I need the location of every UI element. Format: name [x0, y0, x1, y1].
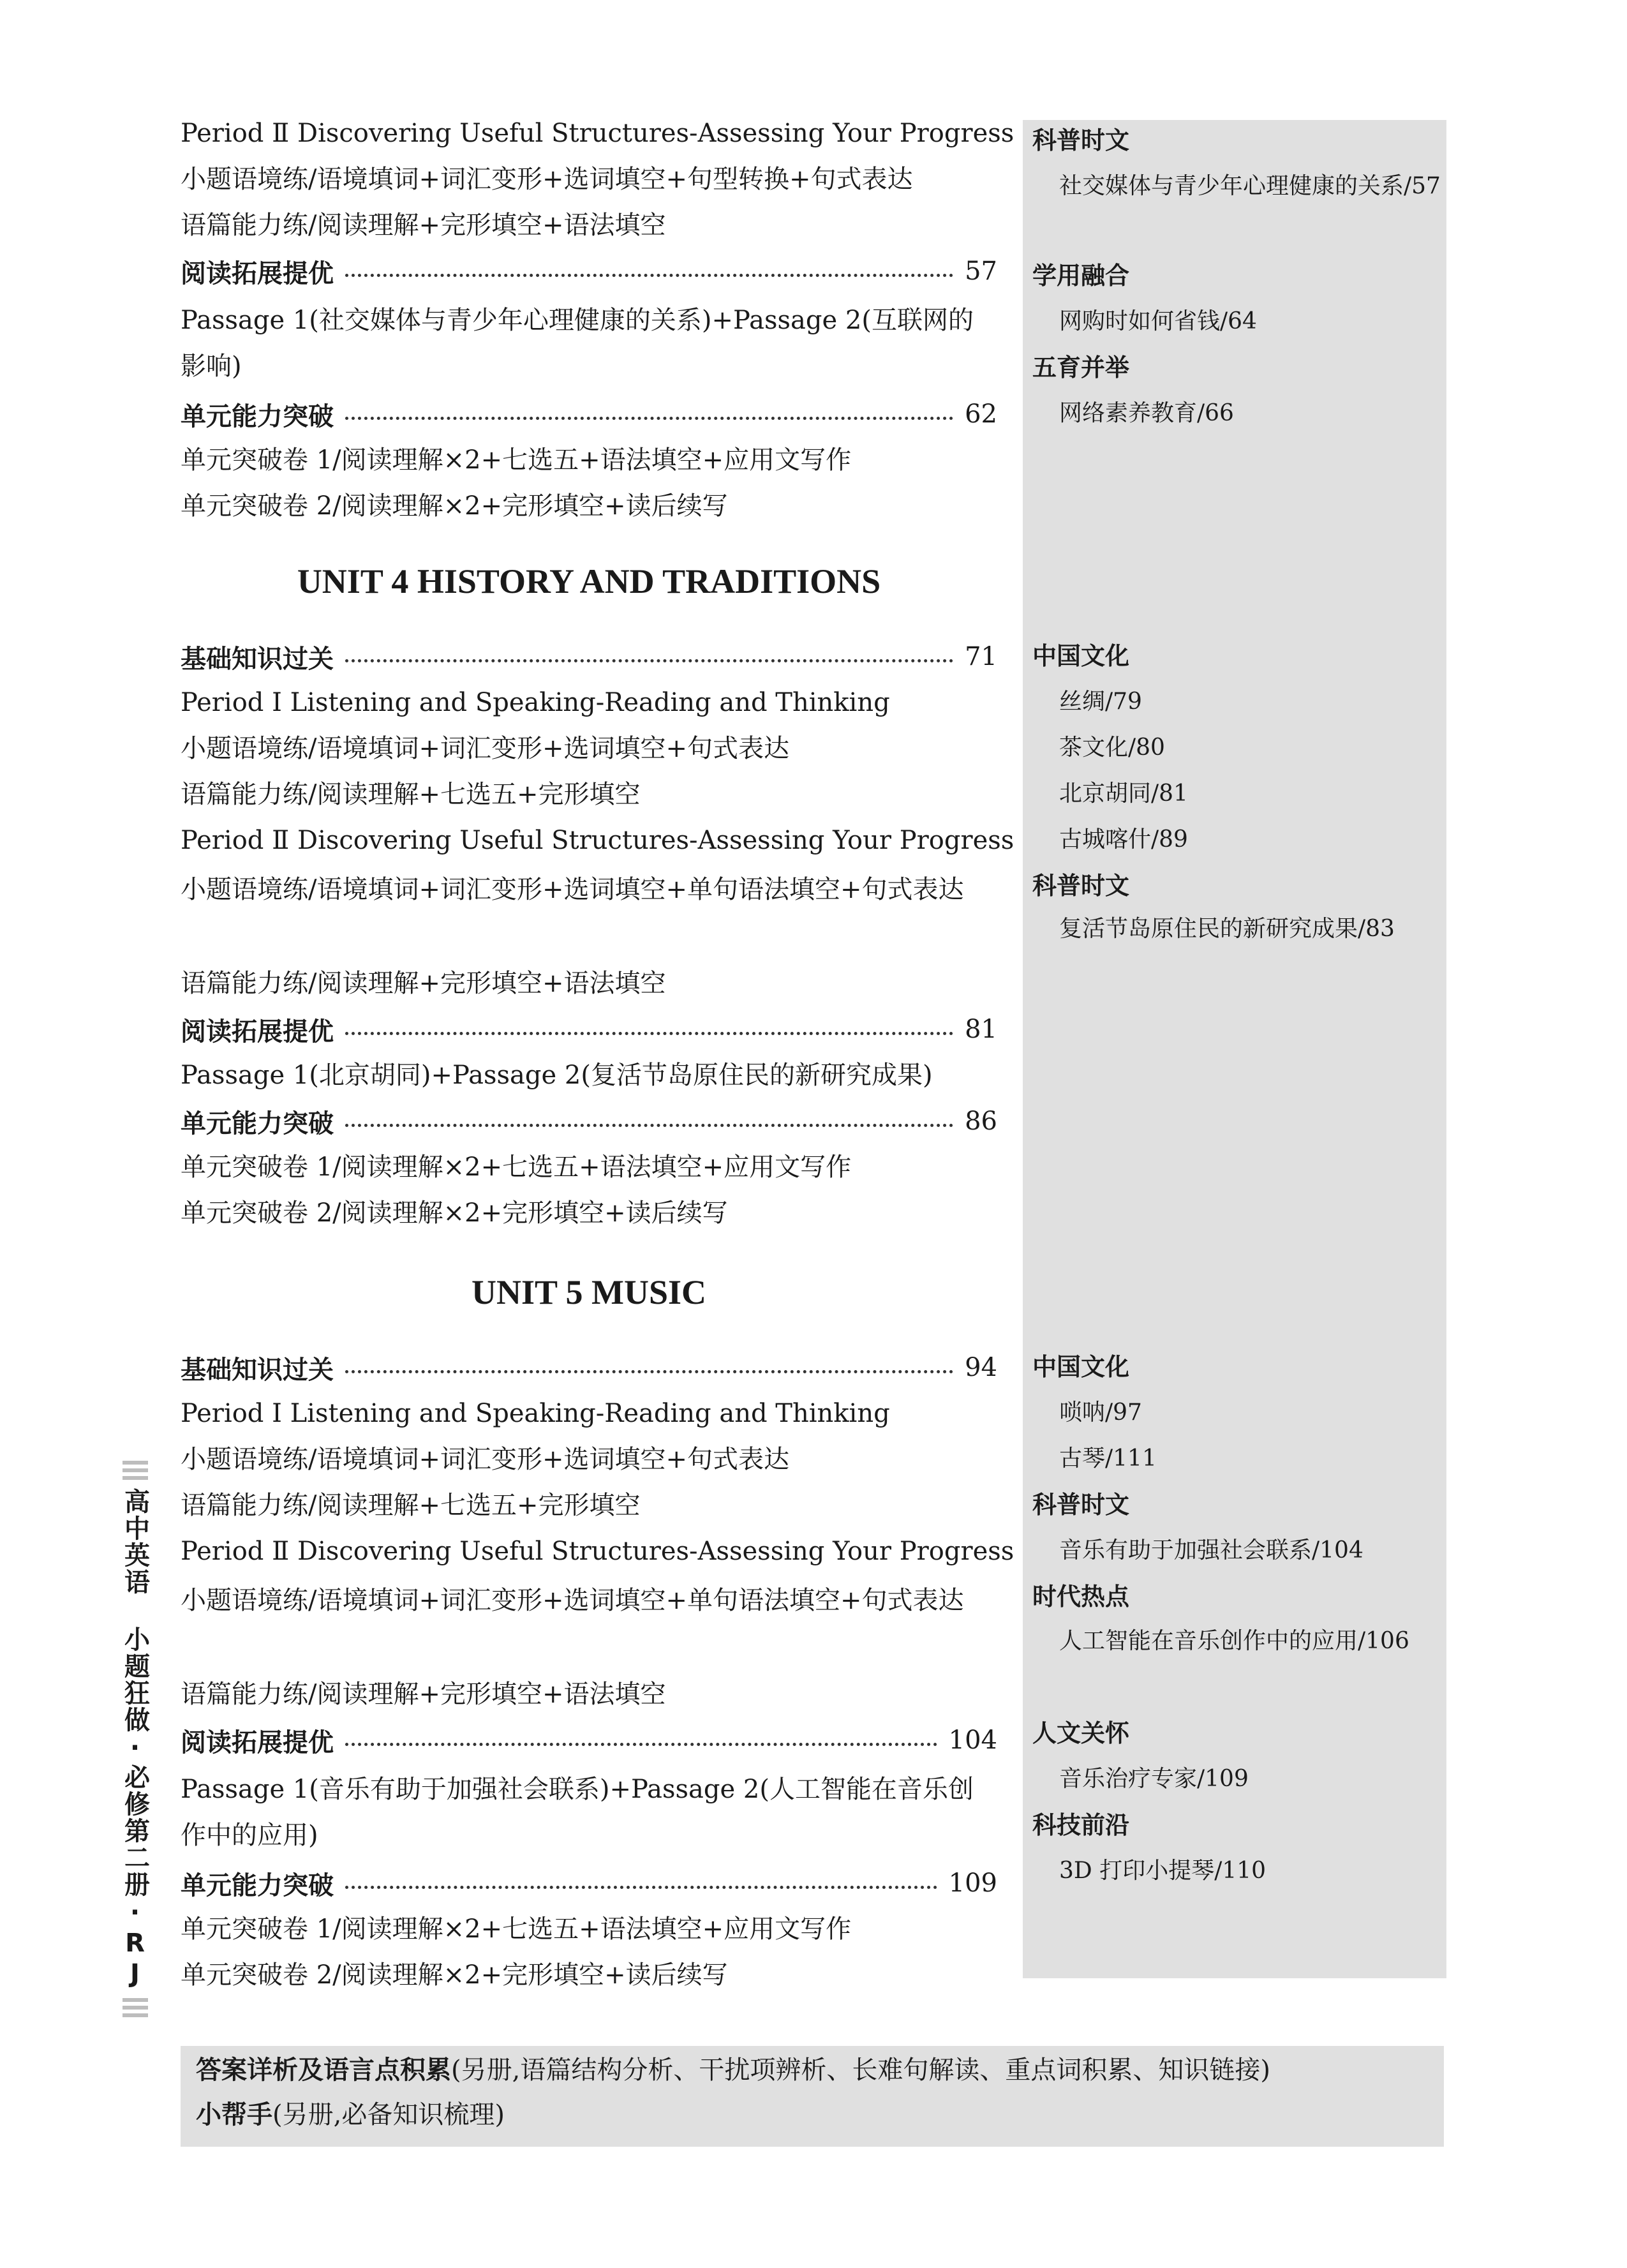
- spine-label: [120, 1459, 150, 2019]
- toc-entry-reading[interactable]: [181, 1722, 997, 1759]
- toc-label: 基础知识过关: [181, 644, 334, 674]
- toc-entry-breakthrough[interactable]: [181, 1103, 997, 1140]
- toc-entry-breakthrough[interactable]: [181, 1865, 997, 1902]
- sidebar-item: 唢呐/97: [1059, 1399, 1142, 1426]
- sidebar-heading: 人文关怀: [1032, 1719, 1130, 1747]
- paper-2: 单元突破卷 2/阅读理解×2+完形填空+读后续写: [181, 1960, 728, 1990]
- sidebar-heading: 学用融合: [1032, 262, 1130, 290]
- toc-page-number: 94: [965, 1353, 997, 1382]
- spine-bar: [123, 1468, 148, 1472]
- toc-page-number: 57: [965, 257, 997, 286]
- sidebar-heading: 科技前沿: [1032, 1811, 1130, 1839]
- paper-1: 单元突破卷 1/阅读理解×2+七选五+语法填空+应用文写作: [181, 1914, 852, 1944]
- reading-passages: Passage 1(音乐有助于加强社会联系)+Passage 2(人工智能在音乐创作中的应用): [181, 1775, 974, 1850]
- sidebar-heading: 时代热点: [1032, 1583, 1130, 1611]
- period2-title: Period Ⅱ Discovering Useful Structures-Assessing Your Progress: [181, 119, 1014, 148]
- sidebar-item: 古琴/111: [1059, 1445, 1157, 1472]
- sidebar-item: 复活节岛原住民的新研究成果/83: [1059, 916, 1395, 942]
- sidebar-heading: 中国文化: [1032, 642, 1130, 670]
- dot-leader: [345, 417, 953, 420]
- footer-helper-label: 小帮手: [196, 2100, 272, 2130]
- footer-answers: [196, 2051, 1270, 2089]
- toc-page-number: 71: [965, 642, 997, 671]
- period1-title: Period Ⅰ Listening and Speaking-Reading and Thinking: [181, 1399, 890, 1428]
- sidebar-item: 社交媒体与青少年心理健康的关系/57: [1059, 173, 1441, 199]
- paper-1: 单元突破卷 1/阅读理解×2+七选五+语法填空+应用文写作: [181, 445, 852, 475]
- micro-practice: 小题语境练/语境填词+词汇变形+选词填空+句式表达: [181, 734, 790, 763]
- footer-answers-detail: (另册,语篇结构分析、干扰项辨析、长难句解读、重点词积累、知识链接): [451, 2055, 1270, 2085]
- spine-bar: [123, 2006, 148, 2010]
- dot-leader: [345, 1124, 953, 1127]
- sidebar-heading: 科普时文: [1032, 872, 1130, 900]
- footer-answers-label: 答案详析及语言点积累: [196, 2055, 451, 2085]
- toc-label: 基础知识过关: [181, 1355, 334, 1385]
- sidebar-item: 3D 打印小提琴/110: [1059, 1858, 1267, 1884]
- sidebar-heading: 科普时文: [1032, 126, 1130, 154]
- paper-1: 单元突破卷 1/阅读理解×2+七选五+语法填空+应用文写作: [181, 1153, 852, 1182]
- passage-practice: 语篇能力练/阅读理解+完形填空+语法填空: [181, 1680, 666, 1709]
- paper-2: 单元突破卷 2/阅读理解×2+完形填空+读后续写: [181, 491, 728, 521]
- spine-bar: [123, 2013, 148, 2017]
- period1-title: Period Ⅰ Listening and Speaking-Reading and Thinking: [181, 688, 890, 717]
- dot-leader: [345, 1370, 953, 1373]
- sidebar-item: 人工智能在音乐创作中的应用/106: [1059, 1628, 1409, 1654]
- dot-leader: [345, 1032, 953, 1035]
- dot-leader: [345, 1886, 937, 1889]
- toc-page-number: 109: [948, 1869, 997, 1898]
- dot-leader: [345, 659, 953, 662]
- toc-entry-breakthrough[interactable]: [181, 396, 997, 433]
- toc-label: 单元能力突破: [181, 401, 334, 431]
- sidebar-heading: 五育并举: [1032, 354, 1130, 382]
- toc-label: 单元能力突破: [181, 1108, 334, 1138]
- toc-label: 阅读拓展提优: [181, 258, 334, 288]
- micro-practice: 小题语境练/语境填词+词汇变形+选词填空+单句语法填空+句式表达: [181, 875, 964, 904]
- passage-practice: 语篇能力练/阅读理解+完形填空+语法填空: [181, 969, 666, 998]
- spine-text: 高中英语 小题狂做·必修第二册·RJ: [120, 1488, 150, 1990]
- reading-passages: Passage 1(社交媒体与青少年心理健康的关系)+Passage 2(互联网的影响): [181, 306, 974, 381]
- spine-bar: [123, 1476, 148, 1480]
- toc-entry-basics[interactable]: [181, 638, 997, 675]
- sidebar-item: 网络素养教育/66: [1059, 400, 1234, 426]
- passage-practice: 语篇能力练/阅读理解+完形填空+语法填空: [181, 211, 666, 240]
- dot-leader: [345, 274, 953, 277]
- toc-entry-basics[interactable]: [181, 1349, 997, 1386]
- footer-helper-detail: (另册,必备知识梳理): [272, 2100, 505, 2130]
- sidebar-item: 古城喀什/89: [1059, 826, 1188, 853]
- footer-helper: [196, 2096, 505, 2134]
- unit4-title: UNIT 4 HISTORY AND TRADITIONS: [297, 562, 881, 601]
- sidebar-heading: 科普时文: [1032, 1491, 1130, 1519]
- sidebar-heading: 中国文化: [1032, 1353, 1130, 1381]
- toc-page-number: 86: [965, 1107, 997, 1136]
- spine-bar: [123, 1998, 148, 2002]
- toc-label: 阅读拓展提优: [181, 1727, 334, 1757]
- sidebar-item: 音乐有助于加强社会联系/104: [1059, 1537, 1363, 1563]
- toc-label: 单元能力突破: [181, 1870, 334, 1900]
- toc-page-number: 81: [965, 1015, 997, 1044]
- passage-practice: 语篇能力练/阅读理解+七选五+完形填空: [181, 1491, 641, 1520]
- micro-practice: 小题语境练/语境填词+词汇变形+选词填空+句型转换+句式表达: [181, 165, 913, 194]
- sidebar-item: 茶文化/80: [1059, 735, 1165, 761]
- paper-2: 单元突破卷 2/阅读理解×2+完形填空+读后续写: [181, 1198, 728, 1228]
- toc-label: 阅读拓展提优: [181, 1017, 334, 1047]
- unit5-title: UNIT 5 MUSIC: [471, 1273, 707, 1311]
- passage-practice: 语篇能力练/阅读理解+七选五+完形填空: [181, 780, 641, 809]
- period2-title: Period Ⅱ Discovering Useful Structures-Assessing Your Progress: [181, 1537, 1014, 1566]
- spine-bar: [123, 1461, 148, 1465]
- micro-practice: 小题语境练/语境填词+词汇变形+选词填空+单句语法填空+句式表达: [181, 1586, 964, 1615]
- toc-page-number: 104: [948, 1726, 997, 1755]
- toc-entry-reading[interactable]: [181, 1011, 997, 1048]
- sidebar-item: 丝绸/79: [1059, 689, 1142, 715]
- dot-leader: [345, 1743, 937, 1746]
- period2-title: Period Ⅱ Discovering Useful Structures-Assessing Your Progress: [181, 826, 1014, 855]
- toc-entry-reading[interactable]: [181, 253, 997, 290]
- reading-passages: Passage 1(北京胡同)+Passage 2(复活节岛原住民的新研究成果): [181, 1061, 933, 1090]
- sidebar-item: 网购时如何省钱/64: [1059, 308, 1257, 334]
- sidebar-item: 音乐治疗专家/109: [1059, 1766, 1249, 1792]
- micro-practice: 小题语境练/语境填词+词汇变形+选词填空+句式表达: [181, 1445, 790, 1474]
- toc-page-number: 62: [965, 399, 997, 429]
- sidebar-item: 北京胡同/81: [1059, 780, 1188, 807]
